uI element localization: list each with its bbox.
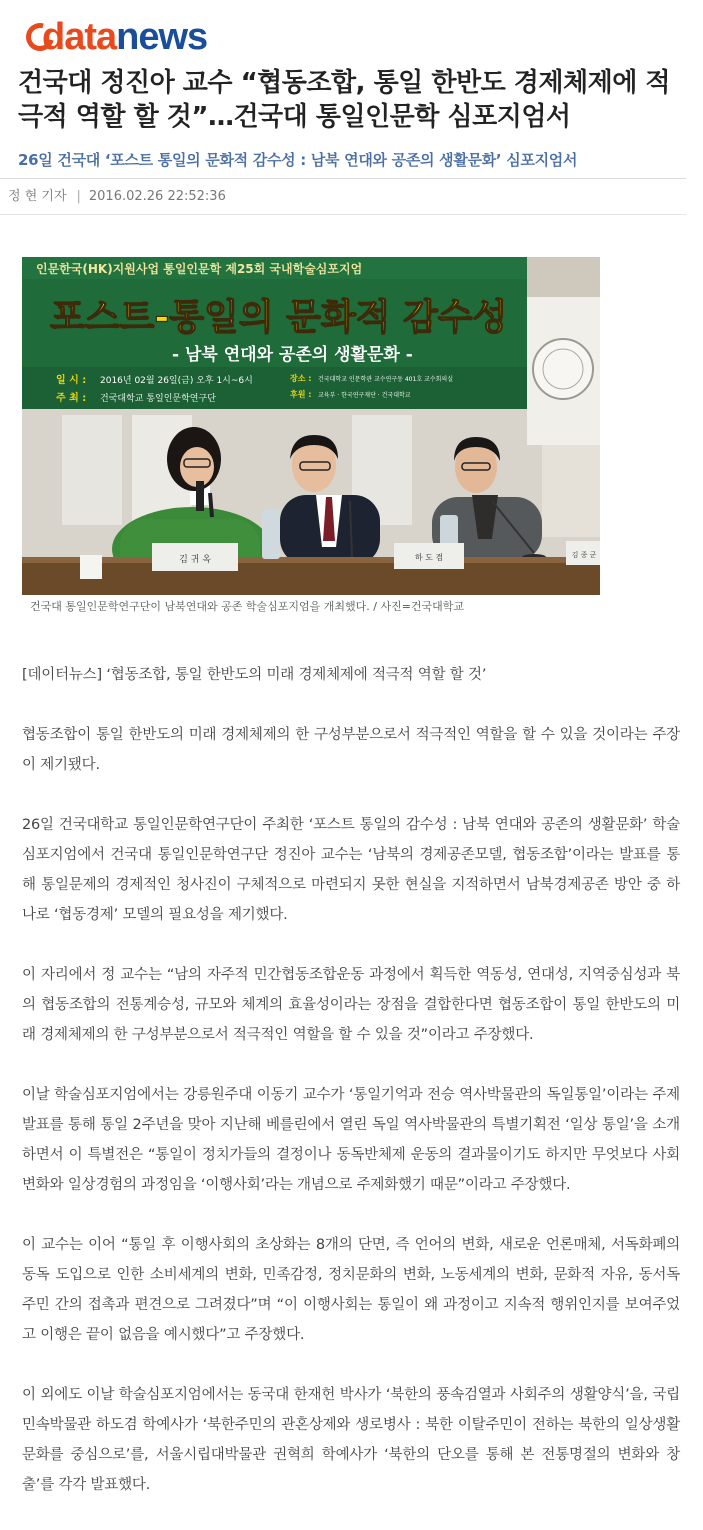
article-paragraph: 이 교수는 이어 “통일 후 이행사회의 초상화는 8개의 단면, 즉 언어의 변화, 새로운 언론매체, 서독화폐의 동독 도입으로 인한 소비세계의 변화, 민족감정, 정치문화의 변화, 노동세계의 변화, 문화적 자유, 동서독 주민 간의 접촉과 편견으로 그려졌다”며 “이 이행사회는 통일이 왜 과정이고 지속적 행위인지를 보여주었고 이행은 끝이 없음을 예시했다”고 주장했다.: [22, 1237, 680, 1343]
banner-host-value: 건국대학교 통일인문학연구단: [100, 394, 216, 404]
publish-datetime: 2016.02.26 22:52:36: [88, 189, 226, 204]
article-paragraph: 협동조합이 통일 한반도의 미래 경제체제의 한 구성부분으로서 적극적인 역할을 할 수 있을 것이라는 주장이 제기됐다.: [22, 727, 680, 773]
author: 정 현 기자: [8, 189, 67, 204]
divider: [0, 178, 686, 179]
nameplate-text: 하 도 겸: [414, 553, 444, 562]
banner-top-text: 인문한국(HK)지원사업 통일인문학 제25회 국내학술심포지엄: [36, 262, 363, 276]
article-body: [22, 660, 680, 1530]
article-paragraph: 이 자리에서 정 교수는 “남의 자주적 민간협동조합운동 과정에서 획득한 역동성, 연대성, 지역중심성과 북의 협동조합의 전통계승성, 규모와 체계의 효율성이라는 장점을 결합한다면 협동조합이 통일 한반도의 미래 경제체제의 한 구성부분으로서 적극적인 역할을 할 수 있을 것”이라고 주장했다.: [22, 967, 680, 1043]
photo-caption: 건국대 통일인문학연구단이 남북연대와 공존 학술심포지엄을 개최했다. / 사진=건국대학교: [30, 600, 465, 613]
banner-subtitle: - 남북 연대와 공존의 생활문화 -: [172, 345, 413, 365]
byline: 정 현 기자 | 2016.02.26 22:52:36: [8, 189, 226, 204]
divider: [0, 214, 686, 215]
banner-sponsor-label: 후원 :: [290, 390, 312, 399]
article-paragraph: 26일 건국대학교 통일인문학연구단이 주최한 ‘포스트 통일의 감수성 : 남북 연대와 공존의 생활문화’ 학술심포지엄에서 건국대 통일인문학연구단 정진아 교수는 ‘남북의 경제공존모델, 협동조합’이라는 발표를 통해 통일문제의 경제적인 청사진이 구체적으로 마련되지 못한 현실을 지적하면서 남북경제공존 방안 중 하나로 ‘협동경제’ 모델의 필요성을 제기했다.: [22, 817, 680, 923]
nameplate-text: 김 귀 옥: [179, 555, 211, 565]
article-photo: [22, 257, 600, 595]
article-paragraph: 이 외에도 이날 학술심포지엄에서는 동국대 한재헌 박사가 ‘북한의 풍속검열과 사회주의 생활양식’을, 국립민속박물관 하도겸 학예사가 ‘북한주민의 관혼상제와 생로병사 : 북한 이탈주민이 전하는 북한의 일상생활문화를 중심으로’를, 서울시립대박물관 권혁희 학예사가 ‘북한의 단오를 통해 본 전통명절의 변화와 창출’를 각각 발표했다.: [22, 1387, 680, 1493]
panel-table: [22, 559, 600, 595]
nameplate-text: 김 종 군: [571, 551, 597, 559]
banner-host-label: 주 최 :: [56, 393, 87, 404]
article-paragraph: [데이터뉴스] ‘협동조합, 통일 한반도의 미래 경제체제에 적극적 역할 할 것’: [22, 667, 487, 683]
article-paragraph: 이날 학술심포지엄에서는 강릉원주대 이동기 교수가 ‘통일기억과 전승 역사박물관의 독일통일’이라는 주제 발표를 통해 통일 2주년을 맞아 지난해 베를린에서 열린 독일 역사박물관의 특별기획전 ‘일상 통일’을 소개하면서 이 특별전은 “통일이 정치가들의 결정이나 동독반체제 운동의 결과물이기도 하지만 무엇보다 사회변화와 일상경험의 과정임을 ‘이행사회’라는 개념으로 주제화했기 때문”이라고 주장했다.: [22, 1087, 680, 1193]
article-headline: 건국대 정진아 교수 “협동조합, 통일 한반도 경제체제에 적극적 역할 할 것”…건국대 통일인문학 심포지엄서: [18, 68, 670, 132]
banner-title: 포스트-통일의 문화적 감수성: [50, 297, 508, 338]
banner-place-label: 장소 :: [290, 374, 312, 383]
banner-sponsor-value: 교육부 · 한국연구재단 · 건국대학교: [318, 392, 411, 399]
logo-mark-icon: [26, 17, 60, 57]
logo-wordmark: datanews: [42, 16, 208, 58]
banner-place-value: 건국대학교 인문학관 교수연구동 401호 교수회의실: [318, 376, 454, 383]
banner-date-value: 2016년 02월 26일(금) 오후 1시~6시: [100, 376, 253, 386]
site-logo[interactable]: [26, 14, 207, 60]
university-seal-icon: [533, 339, 593, 399]
article-subhead: 26일 건국대 ‘포스트 통일의 문화적 감수성 : 남북 연대와 공존의 생활문화’ 심포지엄서: [18, 151, 578, 169]
banner-date-label: 일 시 :: [56, 375, 87, 386]
